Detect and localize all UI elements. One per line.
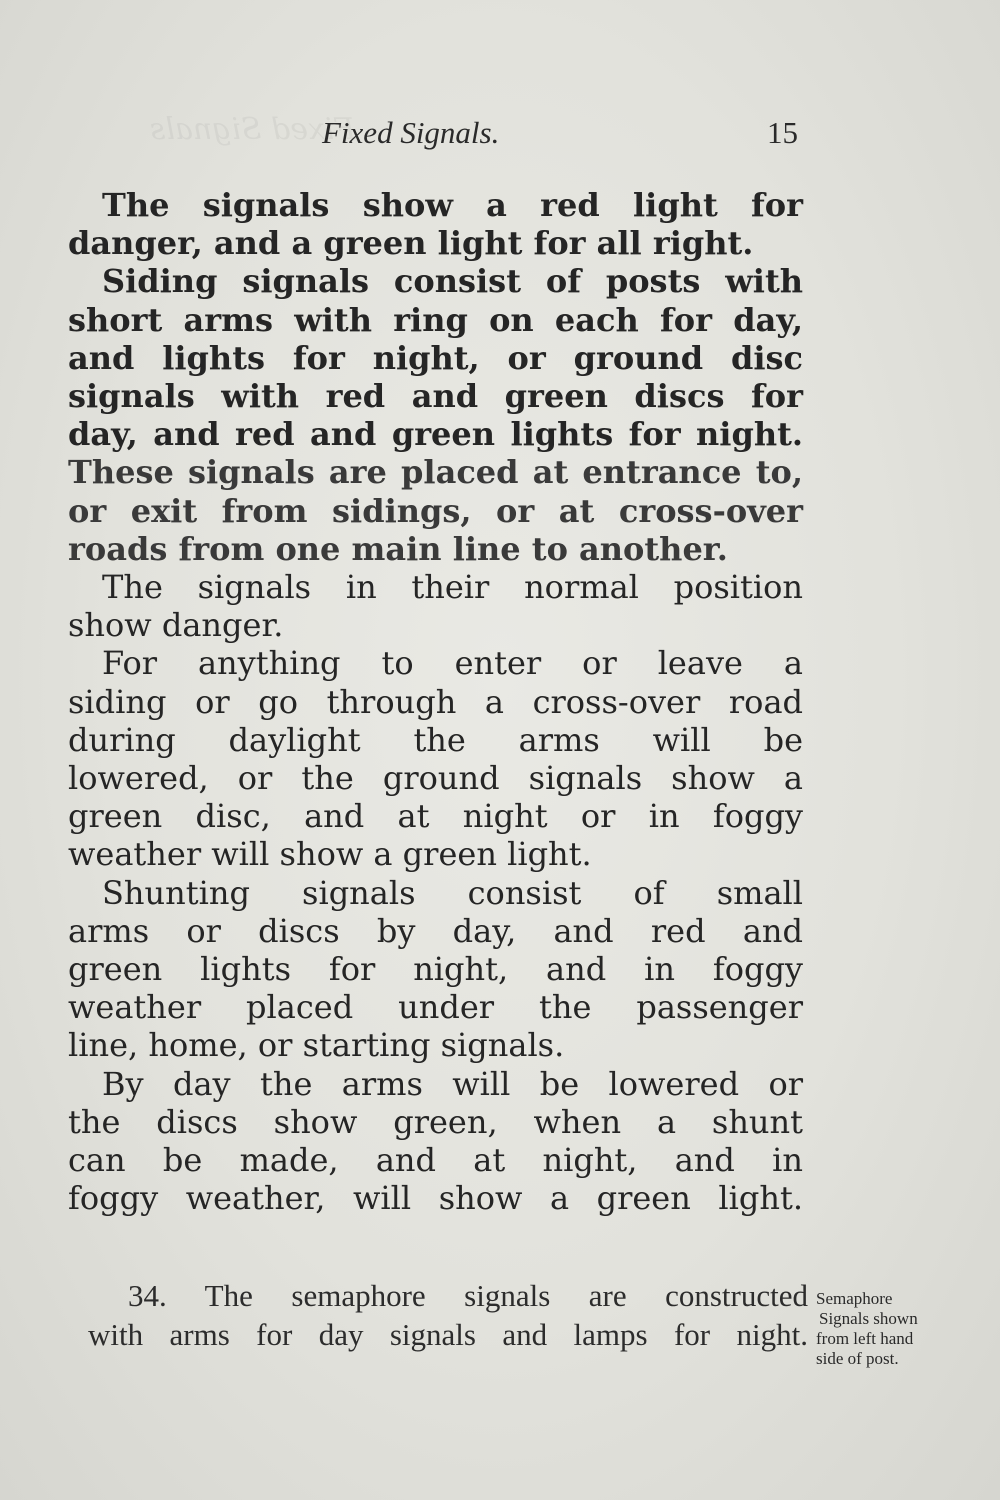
text-line: 34. The semaphore signals are constructed <box>128 1278 808 1313</box>
text-line: These signals are placed at entrance to, <box>68 453 803 492</box>
text-line: can be made, and at night, and in <box>68 1141 803 1180</box>
paragraph-by-day <box>68 1065 803 1218</box>
text-line: during daylight the arms will be <box>68 720 803 759</box>
text-line: or exit from sidings, or at cross-over <box>68 491 803 530</box>
text-line: with arms for day signals and lamps for night. <box>88 1317 808 1352</box>
text-line: and lights for night, or ground disc <box>68 338 803 377</box>
text-line: foggy weather, will show a green light. <box>68 1179 803 1218</box>
text-line: roads from one main line to another. <box>68 529 728 568</box>
bleed-through-header: Fixed Signals <box>150 112 356 147</box>
text-line: the discs show green, when a shunt <box>68 1102 803 1141</box>
text-line: green lights for night, and in foggy <box>68 950 803 989</box>
page-number: 15 <box>767 115 798 150</box>
paragraph-normal-position <box>68 568 803 644</box>
margin-note-line: Signals shown <box>819 1309 918 1328</box>
paragraph-enter-leave-siding <box>68 644 803 873</box>
section-34 <box>88 1276 808 1354</box>
text-line: weather will show a green light. <box>68 835 592 874</box>
text-line: day, and red and green lights for night. <box>68 415 803 454</box>
text-line: By day the arms will be lowered or <box>102 1064 803 1103</box>
text-line: signals with red and green discs for <box>68 377 803 416</box>
text-line: For anything to enter or leave a <box>102 644 803 683</box>
body-text <box>68 186 803 1217</box>
text-line: weather placed under the passenger <box>68 988 803 1027</box>
paragraph-red-green-lights <box>68 186 803 262</box>
margin-note-line: from left hand <box>816 1329 914 1348</box>
text-line: green disc, and at night or in foggy <box>68 797 803 836</box>
text-line: The signals show a red light for <box>102 186 803 224</box>
text-line: short arms with ring on each for day, <box>68 300 803 339</box>
paragraph-siding-signals <box>68 262 803 568</box>
text-line: lowered, or the ground signals show a <box>68 759 803 798</box>
margin-note <box>816 1289 976 1369</box>
text-line: danger, and a green light for all right. <box>68 224 754 263</box>
running-title: Fixed Signals. <box>322 115 500 150</box>
text-line: show danger. <box>68 606 284 645</box>
text-line: arms or discs by day, and red and <box>68 911 803 950</box>
text-line: Siding signals consist of posts with <box>102 262 803 301</box>
margin-note-line: side of post. <box>816 1349 899 1368</box>
page-header <box>60 115 800 155</box>
paragraph-shunting-signals <box>68 874 803 1065</box>
text-line: Shunting signals consist of small <box>102 873 803 912</box>
text-line: line, home, or starting signals. <box>68 1026 565 1065</box>
text-line: The signals in their normal position <box>102 568 803 607</box>
text-line: siding or go through a cross-over road <box>68 682 803 721</box>
margin-note-line: Semaphore <box>816 1289 893 1308</box>
